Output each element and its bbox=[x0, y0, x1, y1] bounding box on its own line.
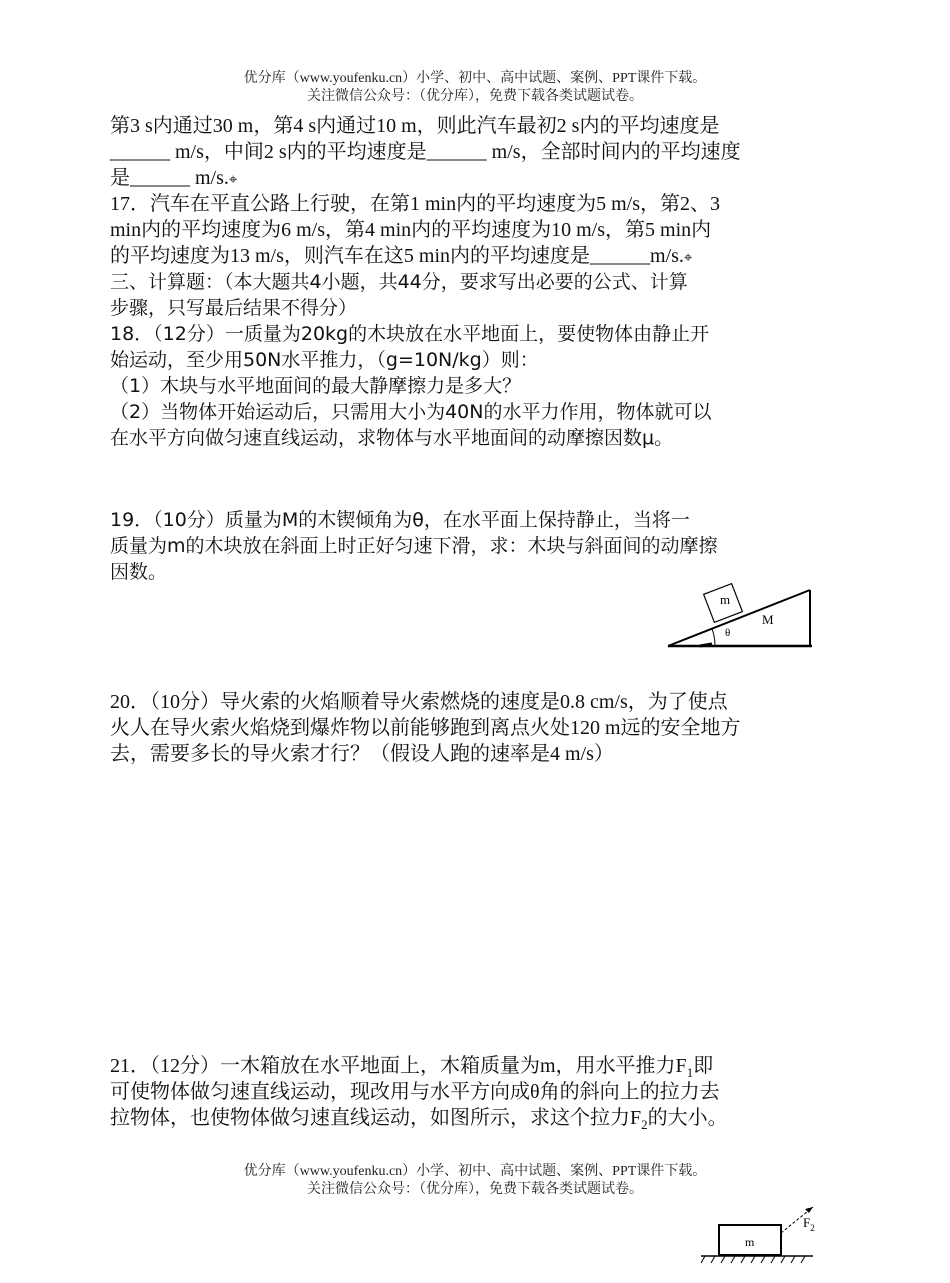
ground-hatch bbox=[701, 1256, 805, 1263]
q20-line3: 去，需要多长的导火索才行？（假设人跑的速率是4 m/s） bbox=[110, 743, 614, 765]
q16-line1: 第3 s内通过30 m，第4 s内通过10 m，则此汽车最初2 s内的平均速度是 bbox=[110, 115, 720, 137]
question-19 bbox=[110, 507, 865, 585]
q21-line1-sub: 1 bbox=[686, 1065, 694, 1080]
q21-line1-pre: 21．（12分）一木箱放在水平地面上，木箱质量为m，用水平推力F bbox=[110, 1055, 687, 1077]
box-force-figure bbox=[695, 1203, 825, 1273]
incline-slope-line bbox=[668, 590, 810, 646]
page-header-top bbox=[0, 70, 950, 106]
question-18 bbox=[110, 321, 865, 451]
q18-line2: 始运动，至少用50N水平推力，（g=10N/kg）则： bbox=[110, 349, 539, 371]
q16-line3-wrap bbox=[110, 165, 865, 191]
q21-line3 bbox=[110, 1105, 865, 1131]
q19-line2: 质量为m的木块放在斜面上时正好匀速下滑，求：木块与斜面间的动摩擦 bbox=[110, 535, 718, 557]
q17-line3: 的平均速度为13 m/s，则汽车在这5 min内的平均速度是______m/s. bbox=[110, 245, 684, 267]
section-3-heading bbox=[110, 269, 865, 321]
section3-line2: 步骤，只写最后结果不得分） bbox=[110, 297, 358, 319]
force-f2-label: $F_2$ bbox=[803, 1215, 815, 1233]
block-m-label: m bbox=[720, 592, 731, 607]
q17-line2: min内的平均速度为6 m/s，第4 min内的平均速度为10 m/s，第5 min内 bbox=[110, 219, 712, 241]
header-bottom-line1: 优分库（www.youfenku.cn）小学、初中、高中试题、案例、PPT课件下载。 bbox=[243, 1164, 707, 1179]
section3-line1: 三、计算题：（本大题共4小题，共44分，要求写出必要的公式、计算 bbox=[110, 271, 688, 293]
q16-line3: 是______ m/s. bbox=[110, 167, 229, 189]
header-top-line1: 优分库（www.youfenku.cn）小学、初中、高中试题、案例、PPT课件下载。 bbox=[243, 71, 707, 86]
q17-line3-wrap bbox=[110, 243, 865, 269]
q21-line1 bbox=[110, 1053, 865, 1079]
q16-line2: ______ m/s，中间2 s内的平均速度是______ m/s，全部时间内的平均速度 bbox=[110, 141, 741, 163]
q18-line3: （1）木块与水平地面间的最大静摩擦力是多大？ bbox=[110, 375, 522, 397]
box-m-label: m bbox=[745, 1235, 755, 1249]
q21-line3-post: 的大小。 bbox=[647, 1107, 728, 1129]
angle-arc bbox=[712, 629, 715, 646]
question-17 bbox=[110, 191, 865, 269]
header-bottom-line2: 关注微信公众号：（优分库），免费下载各类试题试卷。 bbox=[307, 1182, 643, 1197]
q17-line1: 17．汽车在平直公路上行驶，在第1 min内的平均速度为5 m/s，第2、3 bbox=[110, 193, 721, 215]
q21-line1-post: 即 bbox=[693, 1055, 714, 1077]
q21-line2: 可使物体做匀速直线运动，现改用与水平方向成θ角的斜向上的拉力去 bbox=[110, 1081, 720, 1103]
q19-line1: 19．（10分）质量为M的木锲倾角为θ，在水平面上保持静止，当将一 bbox=[110, 509, 690, 531]
q21-line3-pre: 拉物体，也使物体做匀速直线运动，如图所示，求这个拉力F bbox=[110, 1107, 642, 1129]
q19-line3: 因数。 bbox=[110, 561, 168, 583]
incline-small-base bbox=[700, 644, 712, 646]
q21-line3-sub: 2 bbox=[641, 1117, 648, 1132]
q20-line2: 火人在导火索火焰烧到爆炸物以前能够跑到离点火处120 m远的安全地方 bbox=[110, 717, 741, 739]
page-header-bottom bbox=[0, 1163, 950, 1199]
theta-label: θ bbox=[725, 627, 731, 639]
question-20 bbox=[110, 689, 865, 767]
edit-mark-icon: ⌖ bbox=[228, 172, 238, 188]
q18-line1: 18．（12分）一质量为20kg的木块放在水平地面上，要使物体由静止开 bbox=[110, 323, 710, 345]
incline-figure bbox=[660, 580, 820, 652]
q18-line5: 在水平方向做匀速直线运动，求物体与水平地面间的动摩擦因数μ。 bbox=[110, 427, 674, 449]
q20-line1: 20．（10分）导火索的火焰顺着导火索燃烧的速度是0.8 cm/s，为了使点 bbox=[110, 691, 728, 713]
q18-line4: （2）当物体开始运动后，只需用大小为40N的水平力作用，物体就可以 bbox=[110, 401, 712, 423]
question-16-continuation bbox=[110, 113, 865, 191]
edit-mark-icon: ⌖ bbox=[683, 250, 693, 266]
wedge-M-label: M bbox=[762, 612, 774, 627]
question-21 bbox=[110, 1053, 865, 1131]
header-top-line2: 关注微信公众号：（优分库），免费下载各类试题试卷。 bbox=[307, 89, 643, 104]
